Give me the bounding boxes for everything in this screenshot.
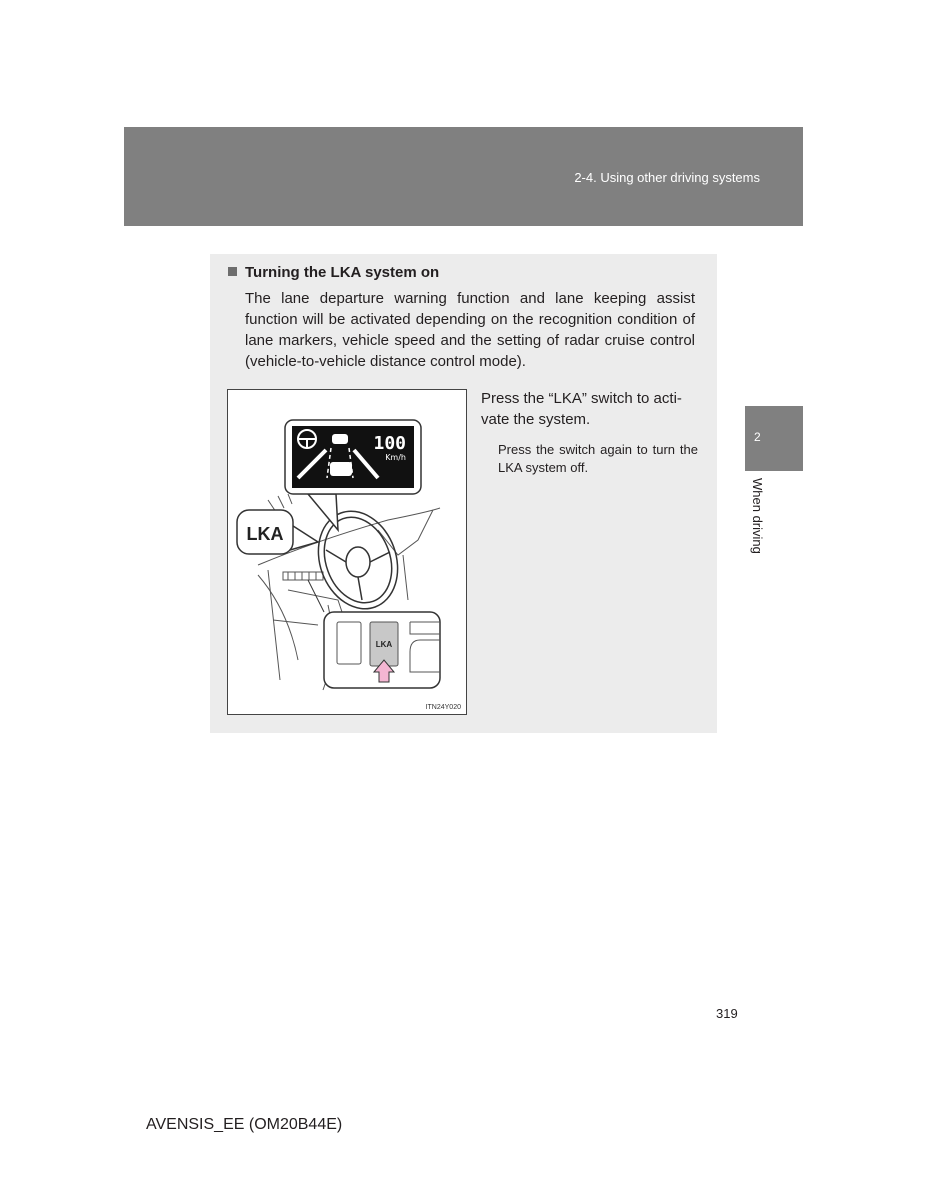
chapter-label: When driving xyxy=(750,478,765,554)
instruction-text: Press the “LKA” switch to acti-vate the system. xyxy=(481,390,682,428)
section-heading xyxy=(228,264,439,281)
heading-text: Turning the LKA system on xyxy=(245,264,440,281)
own-vehicle-icon xyxy=(330,462,352,476)
switch-magnification xyxy=(308,580,440,688)
lka-switch-label: LKA xyxy=(375,640,393,649)
display-speed: 100 xyxy=(373,433,406,454)
lka-callout-label: LKA xyxy=(246,524,284,544)
intro-paragraph: The lane departure warning function and lane keeping assist function will be activated depending on the recognition condition of lane markers, vehicle speed and the setting of radar cruise control (vehicle-to-vehicle distance control mode). xyxy=(245,290,695,370)
chapter-number: 2 xyxy=(754,430,761,444)
manual-code: AVENSIS_EE (OM20B44E) xyxy=(146,1116,343,1133)
content-box xyxy=(210,254,717,733)
note-text: Press the switch again to turn the LKA system off. xyxy=(498,442,698,475)
multi-information-display xyxy=(285,420,421,530)
lka-illustration xyxy=(227,389,467,715)
page-number: 319 xyxy=(716,1006,738,1021)
lka-illustration-drawing xyxy=(228,390,466,714)
square-bullet-icon xyxy=(228,267,237,276)
figure-code: ITN24Y020 xyxy=(425,704,461,711)
chapter-tab xyxy=(745,406,803,471)
steering-wheel-icon xyxy=(305,500,411,620)
section-title: 2-4. Using other driving systems xyxy=(574,170,760,185)
header-band xyxy=(124,127,803,226)
preceding-vehicle-icon xyxy=(332,434,348,444)
lka-callout xyxy=(237,510,318,554)
display-unit: Km/h xyxy=(385,453,406,462)
